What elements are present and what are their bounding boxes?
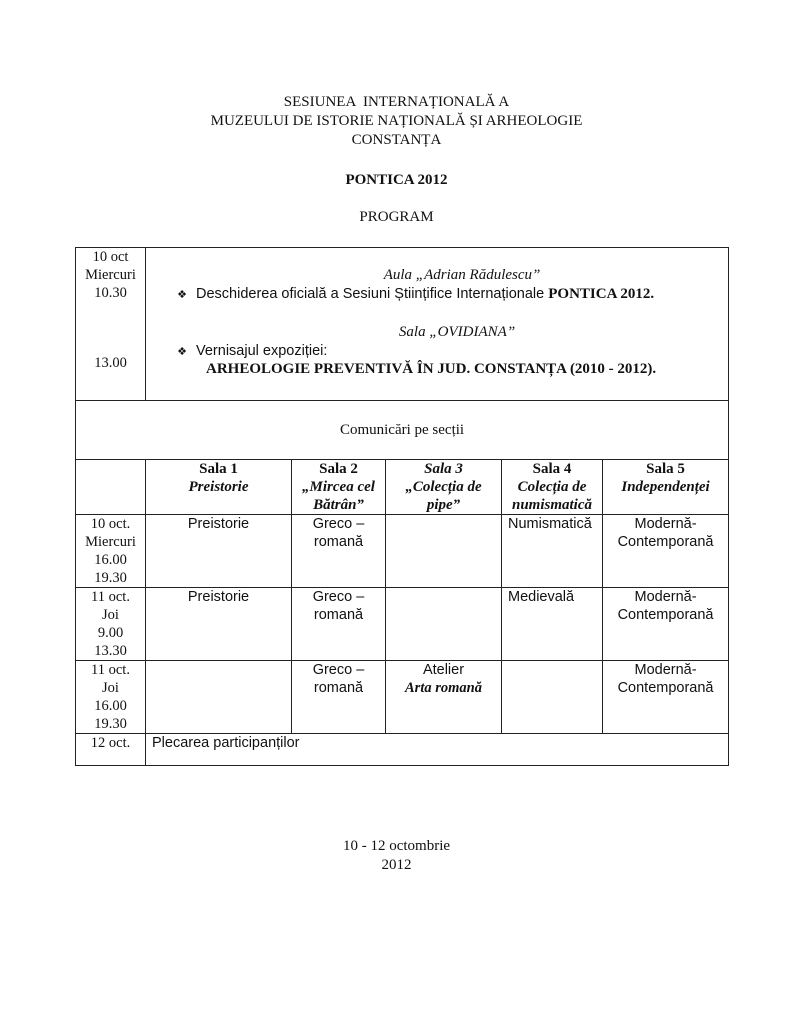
sections-title: Comunicări pe secții bbox=[76, 401, 729, 460]
hall-1-sub: Preistorie bbox=[188, 479, 249, 495]
row-1-sala-5-line-1: Modernă- bbox=[634, 516, 697, 532]
event-2 bbox=[176, 342, 728, 361]
document-header bbox=[0, 93, 793, 150]
row-2-sala-3 bbox=[386, 588, 502, 661]
row-3-sala-5-line-2: Contemporană bbox=[617, 680, 714, 696]
hall-2-label: Sala 2 bbox=[319, 461, 358, 477]
empty-header-cell bbox=[76, 460, 146, 515]
header-line-2: MUZEULUI DE ISTORIE NAȚIONALĂ ȘI ARHEOLOGIE bbox=[210, 113, 583, 129]
table-row bbox=[76, 588, 729, 661]
row-2-sala-1: Preistorie bbox=[146, 588, 292, 661]
row-1-day: 10 oct. bbox=[90, 516, 131, 532]
row-2-sala-2-line-2: romană bbox=[313, 607, 364, 623]
row-1-sala-2-line-2: romană bbox=[313, 534, 364, 550]
event-2-text: Vernisajul expoziției: bbox=[196, 343, 328, 359]
row-3-start: 16.00 bbox=[94, 698, 127, 714]
program-table bbox=[75, 247, 729, 766]
opening-time-1: 10.30 bbox=[94, 285, 127, 301]
table-row bbox=[76, 515, 729, 588]
opening-time-2: 13.00 bbox=[94, 355, 127, 371]
row-1-start: 16.00 bbox=[94, 552, 127, 568]
row-2-weekday: Joi bbox=[102, 607, 119, 623]
document-footer bbox=[0, 837, 793, 875]
row-2-sala-5-line-2: Contemporană bbox=[617, 607, 714, 623]
row-2-start: 9.00 bbox=[97, 625, 124, 641]
program-title: PROGRAM bbox=[359, 209, 434, 225]
row-3-sala-3-line-1: Atelier bbox=[422, 662, 465, 678]
departure-text: Plecarea participanților bbox=[146, 734, 729, 766]
row-1-sala-4: Numismatică bbox=[502, 515, 603, 588]
bullet-icon: ❖ bbox=[177, 345, 187, 358]
row-3-end: 19.30 bbox=[94, 716, 127, 732]
hall-header-1 bbox=[146, 460, 292, 515]
hall-header-4 bbox=[502, 460, 603, 515]
hall-header-3 bbox=[386, 460, 502, 515]
row-3-sala-2 bbox=[292, 661, 386, 734]
row-3-sala-1 bbox=[146, 661, 292, 734]
row-1-sala-5 bbox=[603, 515, 729, 588]
bullet-icon: ❖ bbox=[177, 288, 187, 301]
footer-year: 2012 bbox=[381, 857, 412, 873]
opening-date-cell bbox=[76, 248, 146, 401]
row-3-sala-5-line-1: Modernă- bbox=[634, 662, 697, 678]
row-3-weekday: Joi bbox=[102, 680, 119, 696]
row-2-end: 13.30 bbox=[94, 643, 127, 659]
footer-dates: 10 - 12 octombrie bbox=[342, 838, 451, 854]
row-3-day: 11 oct. bbox=[91, 662, 130, 678]
hall-3-label: Sala 3 bbox=[424, 461, 463, 477]
event-1-bold: PONTICA 2012. bbox=[548, 286, 655, 302]
hall-2-sub: „Mircea cel Bătrân” bbox=[302, 479, 375, 513]
opening-day: 10 oct bbox=[92, 249, 129, 265]
row-3-sala-3-line-2: Arta romană bbox=[405, 680, 482, 696]
row-1-sala-2-line-1: Greco – bbox=[312, 516, 365, 532]
table-row bbox=[76, 661, 729, 734]
opening-row bbox=[76, 248, 729, 401]
row-3-sala-2-line-1: Greco – bbox=[312, 662, 365, 678]
row-3-date bbox=[76, 661, 146, 734]
hall-1-label: Sala 1 bbox=[199, 461, 238, 477]
row-3-sala-3 bbox=[386, 661, 502, 734]
halls-header-row bbox=[76, 460, 729, 515]
row-2-sala-2 bbox=[292, 588, 386, 661]
row-1-weekday: Miercuri bbox=[85, 534, 136, 550]
event-1-text: Deschiderea oficială a Sesiuni Științifice Internaționale bbox=[196, 286, 549, 302]
row-3-sala-2-line-2: romană bbox=[313, 680, 364, 696]
row-1-sala-1: Preistorie bbox=[146, 515, 292, 588]
row-2-sala-4: Medievală bbox=[502, 588, 603, 661]
row-1-sala-2 bbox=[292, 515, 386, 588]
departure-day: 12 oct. bbox=[76, 734, 146, 766]
opening-events-cell bbox=[146, 248, 729, 401]
hall-3-sub: „Colecția de pipe” bbox=[405, 479, 482, 513]
row-2-day: 11 oct. bbox=[91, 589, 130, 605]
event-1 bbox=[176, 285, 728, 304]
row-2-sala-5 bbox=[603, 588, 729, 661]
row-2-date bbox=[76, 588, 146, 661]
hall-header-5 bbox=[603, 460, 729, 515]
header-line-3: CONSTANȚA bbox=[351, 132, 442, 148]
departure-row bbox=[76, 734, 729, 766]
sections-title-row bbox=[76, 401, 729, 460]
hall-header-2 bbox=[292, 460, 386, 515]
hall-4-label: Sala 4 bbox=[532, 461, 572, 477]
row-3-sala-4 bbox=[502, 661, 603, 734]
hall-2-name: Sala „OVIDIANA” bbox=[398, 324, 516, 340]
row-3-sala-5 bbox=[603, 661, 729, 734]
hall-5-sub: Independenței bbox=[621, 479, 710, 495]
row-1-date bbox=[76, 515, 146, 588]
row-1-sala-3 bbox=[386, 515, 502, 588]
opening-weekday: Miercuri bbox=[85, 267, 136, 283]
header-line-1: SESIUNEA INTERNAȚIONALĂ A bbox=[283, 94, 510, 110]
event-2-title: ARHEOLOGIE PREVENTIVĂ ÎN JUD. CONSTANȚA (2010 - 2012). bbox=[206, 361, 657, 377]
event-title: PONTICA 2012 bbox=[345, 172, 448, 188]
hall-1-name: Aula „Adrian Rădulescu” bbox=[383, 267, 541, 283]
hall-5-label: Sala 5 bbox=[646, 461, 685, 477]
row-1-end: 19.30 bbox=[94, 570, 127, 586]
row-1-sala-5-line-2: Contemporană bbox=[617, 534, 714, 550]
hall-4-sub: Colecția de numismatică bbox=[511, 479, 593, 513]
row-2-sala-5-line-1: Modernă- bbox=[634, 589, 697, 605]
row-2-sala-2-line-1: Greco – bbox=[312, 589, 365, 605]
